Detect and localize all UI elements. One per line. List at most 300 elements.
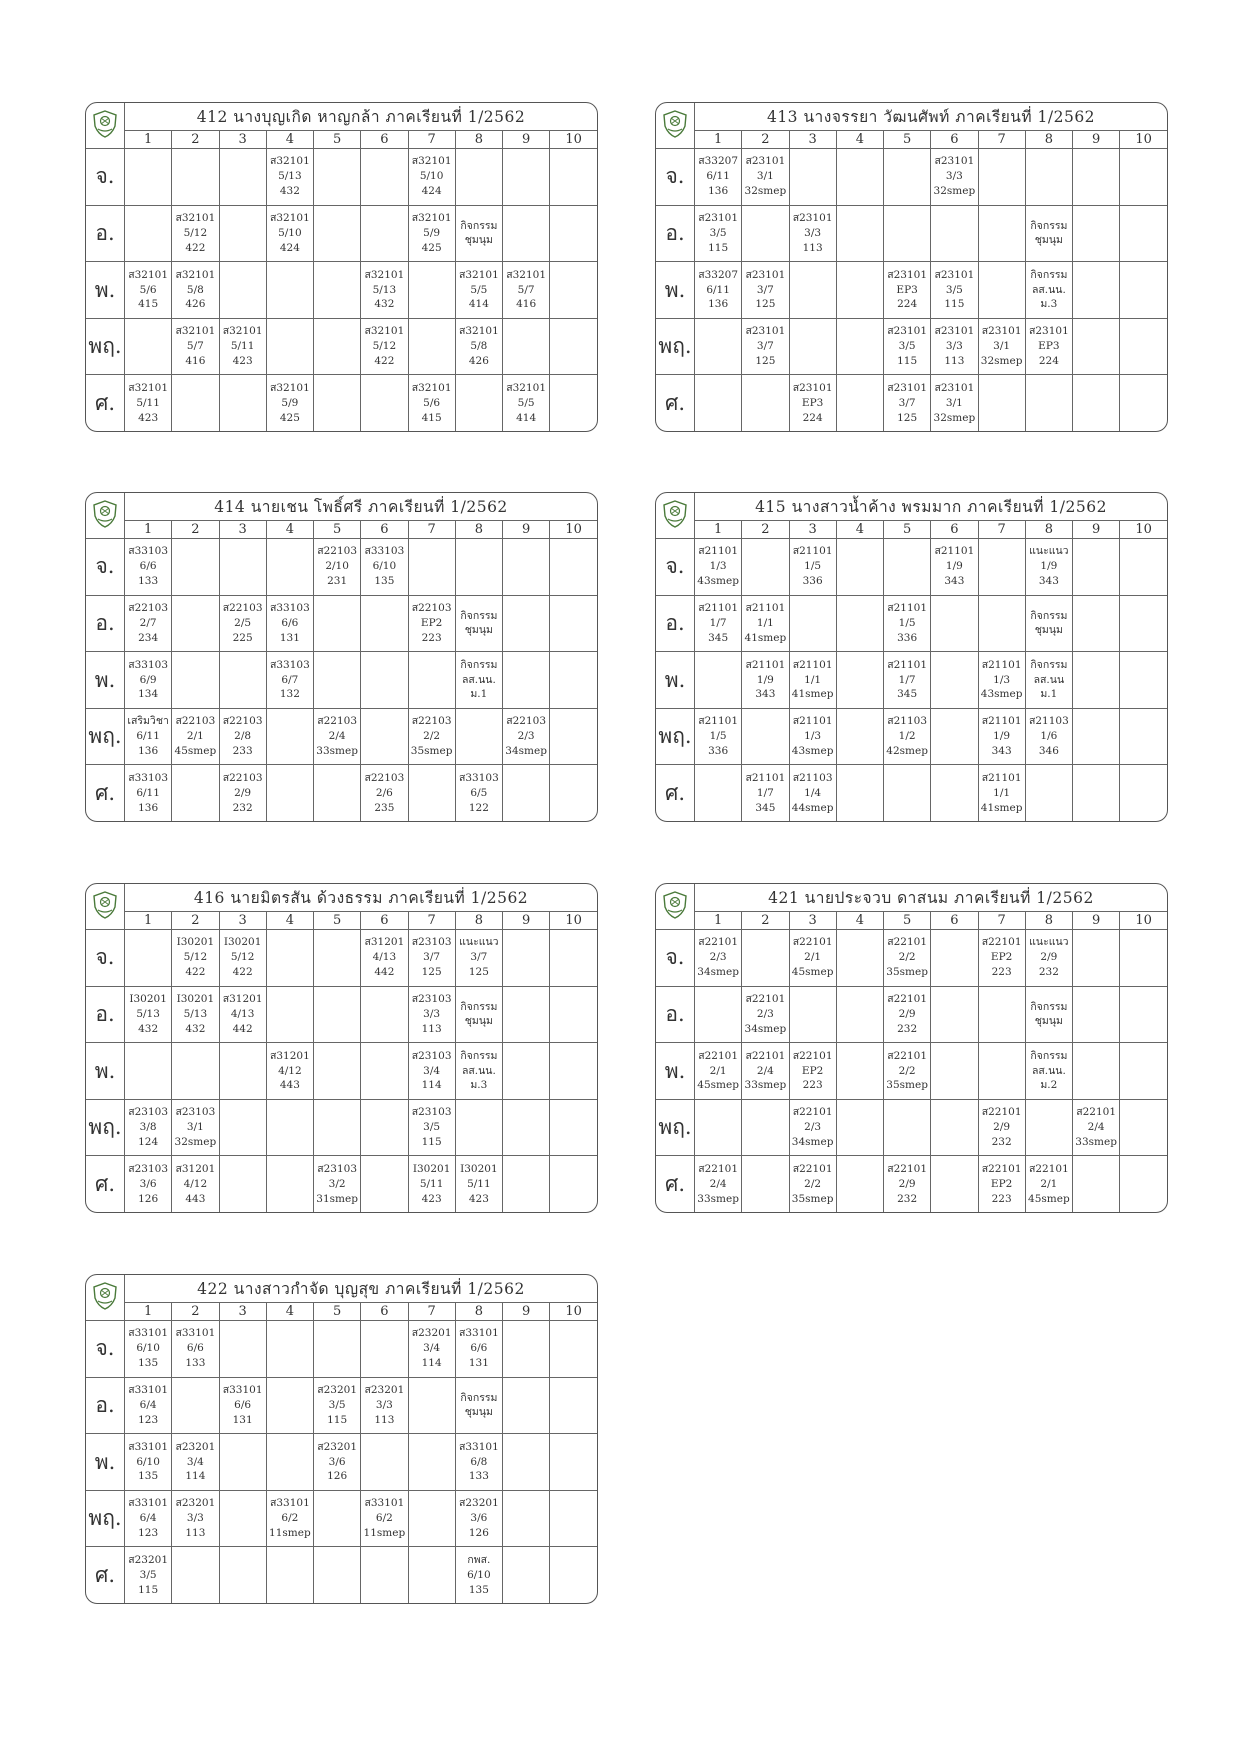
schedule-cell xyxy=(408,1099,455,1156)
cell-line: ส23101 xyxy=(934,155,975,168)
schedule-cell xyxy=(836,652,883,709)
period-number: 4 xyxy=(836,131,883,149)
cell-line: 5/12 xyxy=(372,340,397,353)
schedule-cell xyxy=(931,1156,978,1212)
cell-line: ส23101 xyxy=(745,268,786,281)
logo-cell xyxy=(86,884,125,930)
cell-line: ส21103 xyxy=(887,715,928,728)
schedule-cell xyxy=(172,1434,219,1491)
cell-line: ส23101 xyxy=(698,212,739,225)
schedule-cell xyxy=(978,1099,1025,1156)
cell-line: 11smep xyxy=(363,1527,406,1540)
period-number: 1 xyxy=(695,131,742,149)
cell-line: 3/3 xyxy=(186,1512,204,1525)
cell-line: 2/9 xyxy=(1040,951,1058,964)
day-row xyxy=(86,1434,597,1491)
schedule-cell xyxy=(1025,262,1072,319)
period-number: 9 xyxy=(503,131,550,149)
cell-line: 5/8 xyxy=(186,283,204,296)
schedule-cell xyxy=(125,539,172,596)
cell-line: ส32101 xyxy=(269,381,310,394)
schedule-cell xyxy=(503,1156,550,1212)
schedule-cell xyxy=(1025,1156,1072,1212)
cell-line: 4/12 xyxy=(278,1064,302,1077)
cell-line: ส23201 xyxy=(175,1497,216,1510)
cell-line: ส23101 xyxy=(934,381,975,394)
schedule-cell xyxy=(884,708,931,765)
cell-line: ส31201 xyxy=(175,1162,216,1175)
cell-line: I30201 xyxy=(129,993,167,1006)
cell-line: ม.1 xyxy=(1040,688,1058,701)
period-number: 2 xyxy=(742,131,789,149)
cell-line: 114 xyxy=(421,1357,442,1370)
schedule-cell xyxy=(978,765,1025,821)
schedule-cell xyxy=(172,708,219,765)
cell-line: 442 xyxy=(374,966,395,979)
schedule-cell xyxy=(361,1490,408,1547)
cell-line: กิจกรรม xyxy=(460,609,498,622)
timetable-title: 413 นางจรรยา วัฒนศัพท์ ภาคเรียนที่ 1/2562 xyxy=(695,103,1168,131)
cell-line: 133 xyxy=(468,1470,489,1483)
schedule-cell xyxy=(978,205,1025,262)
cell-line: 2/8 xyxy=(234,730,252,743)
cell-line: 232 xyxy=(991,1136,1012,1149)
cell-line: 422 xyxy=(185,966,206,979)
schedule-cell xyxy=(550,205,597,262)
cell-line: ม.2 xyxy=(1040,1079,1058,1092)
schedule-cell xyxy=(1025,765,1072,821)
day-row xyxy=(86,149,597,206)
schedule-cell xyxy=(455,595,502,652)
cell-line: 232 xyxy=(897,1022,918,1035)
schedule-cell xyxy=(125,765,172,821)
cell-line: 3/2 xyxy=(328,1177,346,1190)
schedule-cell xyxy=(125,1377,172,1434)
school-emblem-icon xyxy=(92,891,118,919)
period-number: 10 xyxy=(550,131,597,149)
schedule-cell xyxy=(219,1043,266,1100)
cell-line: 136 xyxy=(708,185,729,198)
cell-line: ส23103 xyxy=(411,1049,452,1062)
schedule-cell xyxy=(125,318,172,375)
schedule-cell xyxy=(742,149,789,206)
cell-line: ชุมนุม xyxy=(1034,1015,1063,1028)
cell-line: 2/1 xyxy=(1040,1177,1058,1190)
cell-line: 136 xyxy=(708,298,729,311)
cell-line: 122 xyxy=(468,801,489,814)
schedule-cell xyxy=(455,1547,502,1603)
cell-line: 2/10 xyxy=(325,560,349,573)
period-number: 4 xyxy=(836,521,883,539)
schedule-cell xyxy=(550,1377,597,1434)
schedule-cell xyxy=(742,318,789,375)
schedule-cell xyxy=(361,595,408,652)
schedule-cell xyxy=(125,149,172,206)
day-row xyxy=(86,930,597,987)
day-label: จ. xyxy=(86,149,125,206)
cell-line: ส21101 xyxy=(792,715,833,728)
cell-line: 3/4 xyxy=(186,1455,204,1468)
schedule-cell xyxy=(503,1099,550,1156)
cell-line: 43smep xyxy=(791,745,834,758)
period-number: 5 xyxy=(314,1303,361,1321)
schedule-cell xyxy=(361,1377,408,1434)
cell-line: 426 xyxy=(185,298,206,311)
cell-line: 415 xyxy=(421,411,442,424)
schedule-cell xyxy=(266,318,313,375)
cell-line: กิจกรรม xyxy=(1030,658,1068,671)
cell-line: ส21101 xyxy=(745,771,786,784)
cell-line: ส32101 xyxy=(411,381,452,394)
schedule-cell xyxy=(361,149,408,206)
cell-line: 423 xyxy=(421,1192,442,1205)
cell-line: ลส.นน. xyxy=(461,673,496,686)
cell-line: ส33101 xyxy=(128,1497,169,1510)
schedule-cell xyxy=(1120,652,1167,709)
cell-line: 424 xyxy=(421,185,442,198)
logo-cell xyxy=(86,1275,125,1321)
cell-line: 231 xyxy=(327,575,348,588)
day-row xyxy=(86,539,597,596)
day-label: อ. xyxy=(656,205,695,262)
schedule-cell xyxy=(789,765,836,821)
cell-line: ลส.นน. xyxy=(1031,1064,1066,1077)
cell-line: 232 xyxy=(232,801,253,814)
schedule-cell xyxy=(1073,1156,1120,1212)
day-label: พฤ. xyxy=(656,708,695,765)
cell-line: ส23101 xyxy=(887,325,928,338)
schedule-cell xyxy=(836,318,883,375)
schedule-cell xyxy=(455,765,502,821)
schedule-cell xyxy=(266,375,313,431)
schedule-cell xyxy=(455,1156,502,1212)
cell-line: ส22103 xyxy=(128,602,169,615)
day-row xyxy=(86,652,597,709)
cell-line: 5/13 xyxy=(136,1007,160,1020)
schedule-cell xyxy=(1073,149,1120,206)
cell-line: 3/5 xyxy=(139,1568,157,1581)
schedule-cell xyxy=(695,708,742,765)
cell-line: 2/4 xyxy=(328,730,346,743)
cell-line: 115 xyxy=(421,1136,442,1149)
schedule-cell xyxy=(1073,986,1120,1043)
schedule-cell xyxy=(172,930,219,987)
period-number: 7 xyxy=(408,912,455,930)
schedule-cell xyxy=(789,595,836,652)
cell-line: 223 xyxy=(802,1079,823,1092)
schedule-cell xyxy=(219,708,266,765)
period-number: 9 xyxy=(503,521,550,539)
schedule-cell xyxy=(314,149,361,206)
cell-line: ส31201 xyxy=(364,936,405,949)
schedule-cell xyxy=(884,375,931,431)
schedule-cell xyxy=(172,765,219,821)
cell-line: 41smep xyxy=(980,801,1023,814)
schedule-cell xyxy=(219,318,266,375)
day-label: จ. xyxy=(86,930,125,987)
schedule-cell xyxy=(1120,708,1167,765)
cell-line: 6/10 xyxy=(467,1568,491,1581)
cell-line: 345 xyxy=(897,688,918,701)
schedule-cell xyxy=(125,595,172,652)
cell-line: ส22103 xyxy=(317,715,358,728)
cell-line: กิจกรรม xyxy=(460,658,498,671)
schedule-cell xyxy=(1025,318,1072,375)
logo-cell xyxy=(86,103,125,149)
schedule-cell xyxy=(1073,595,1120,652)
cell-line: ส22101 xyxy=(792,1162,833,1175)
schedule-cell xyxy=(695,149,742,206)
period-number: 9 xyxy=(503,1303,550,1321)
cell-line: กิจกรรม xyxy=(1030,609,1068,622)
schedule-cell xyxy=(172,595,219,652)
cell-line: 4/13 xyxy=(230,1007,255,1020)
cell-line: 224 xyxy=(897,298,918,311)
cell-line: 2/1 xyxy=(804,951,822,964)
cell-line: 3/4 xyxy=(423,1342,441,1355)
schedule-cell xyxy=(266,1321,313,1378)
cell-line: 2/3 xyxy=(756,1007,774,1020)
schedule-cell xyxy=(361,1321,408,1378)
cell-line: 5/13 xyxy=(278,170,302,183)
schedule-cell xyxy=(978,930,1025,987)
schedule-cell xyxy=(503,1547,550,1603)
cell-line: 33smep xyxy=(316,745,358,758)
cell-line: 443 xyxy=(185,1192,206,1205)
cell-line: 114 xyxy=(421,1079,442,1092)
day-row xyxy=(656,930,1167,987)
schedule-cell xyxy=(219,986,266,1043)
cell-line: I30201 xyxy=(223,936,262,949)
cell-line: 136 xyxy=(138,745,159,758)
cell-line: 135 xyxy=(374,575,395,588)
schedule-cell xyxy=(1025,149,1072,206)
schedule-cell xyxy=(266,1099,313,1156)
cell-line: ส22103 xyxy=(175,715,216,728)
cell-line: 5/13 xyxy=(372,283,397,296)
schedule-cell xyxy=(219,595,266,652)
cell-line: ส31201 xyxy=(222,993,263,1006)
cell-line: 6/11 xyxy=(136,786,160,799)
day-row xyxy=(656,1043,1167,1100)
schedule-cell xyxy=(931,262,978,319)
cell-line: ส33101 xyxy=(222,1384,263,1397)
cell-line: 3/5 xyxy=(709,226,727,239)
schedule-cell xyxy=(361,1099,408,1156)
cell-line: 1/9 xyxy=(993,730,1011,743)
cell-line: ส21101 xyxy=(887,658,928,671)
schedule-cell xyxy=(1073,375,1120,431)
schedule-cell xyxy=(125,1434,172,1491)
period-number: 6 xyxy=(931,131,978,149)
period-number: 8 xyxy=(455,1303,502,1321)
cell-line: 3/3 xyxy=(804,226,822,239)
schedule-cell xyxy=(219,1547,266,1603)
schedule-cell xyxy=(978,375,1025,431)
schedule-cell xyxy=(550,149,597,206)
schedule-cell xyxy=(219,1377,266,1434)
cell-line: ส23201 xyxy=(317,1384,358,1397)
schedule-cell xyxy=(695,205,742,262)
period-number: 7 xyxy=(408,131,455,149)
cell-line: ส23101 xyxy=(792,381,833,394)
schedule-cell xyxy=(931,986,978,1043)
cell-line: 124 xyxy=(138,1136,159,1149)
cell-line: 5/13 xyxy=(183,1007,208,1020)
schedule-cell xyxy=(266,652,313,709)
cell-line: 113 xyxy=(374,1413,395,1426)
schedule-cell xyxy=(742,539,789,596)
cell-line: 1/7 xyxy=(756,786,774,799)
day-label: จ. xyxy=(656,930,695,987)
schedule-cell xyxy=(455,262,502,319)
cell-line: 43smep xyxy=(980,688,1023,701)
schedule-cell xyxy=(978,1043,1025,1100)
schedule-cell xyxy=(408,930,455,987)
cell-line: 1/3 xyxy=(709,560,727,573)
day-label: พ. xyxy=(86,652,125,709)
period-number: 5 xyxy=(884,521,931,539)
cell-line: 125 xyxy=(755,298,776,311)
cell-line: EP3 xyxy=(896,283,918,296)
schedule-cell xyxy=(314,1321,361,1378)
cell-line: 1/1 xyxy=(804,673,822,686)
schedule-cell xyxy=(219,1490,266,1547)
cell-line: ส22101 xyxy=(887,1162,928,1175)
schedule-cell xyxy=(172,1099,219,1156)
cell-line: กิจกรรม xyxy=(1030,268,1068,281)
cell-line: 3/6 xyxy=(470,1512,488,1525)
schedule-cell xyxy=(455,539,502,596)
timetable-grid xyxy=(656,103,1167,431)
cell-line: 126 xyxy=(468,1527,489,1540)
cell-line: ชุมนุม xyxy=(464,1015,493,1028)
cell-line: 3/7 xyxy=(423,951,441,964)
schedule-cell xyxy=(455,205,502,262)
schedule-cell xyxy=(172,652,219,709)
schedule-cell xyxy=(1120,539,1167,596)
cell-line: ส22103 xyxy=(222,602,263,615)
period-number: 1 xyxy=(125,521,172,539)
cell-line: ส32101 xyxy=(175,268,216,281)
schedule-cell xyxy=(172,205,219,262)
cell-line: ส23201 xyxy=(411,1327,452,1340)
period-number: 2 xyxy=(742,521,789,539)
cell-line: 32smep xyxy=(980,355,1023,368)
cell-line: 343 xyxy=(1038,575,1059,588)
schedule-cell xyxy=(314,1547,361,1603)
cell-line: กิจกรรม xyxy=(1030,1049,1068,1062)
schedule-cell xyxy=(266,149,313,206)
cell-line: ส33101 xyxy=(128,1384,169,1397)
schedule-cell xyxy=(742,1099,789,1156)
cell-line: ส33103 xyxy=(364,545,405,558)
cell-line: 5/11 xyxy=(467,1177,491,1190)
cell-line: 2/3 xyxy=(517,730,535,743)
schedule-cell xyxy=(408,1547,455,1603)
schedule-cell xyxy=(455,318,502,375)
schedule-cell xyxy=(314,595,361,652)
schedule-cell xyxy=(1025,539,1072,596)
schedule-cell xyxy=(742,986,789,1043)
schedule-cell xyxy=(172,1490,219,1547)
cell-line: 3/5 xyxy=(328,1398,346,1411)
schedule-cell xyxy=(361,1434,408,1491)
schedule-cell xyxy=(978,1156,1025,1212)
cell-line: ส22103 xyxy=(506,715,547,728)
cell-line: ส32101 xyxy=(128,381,169,394)
cell-line: ส22101 xyxy=(887,1049,928,1062)
schedule-cell xyxy=(978,708,1025,765)
schedule-cell xyxy=(836,986,883,1043)
cell-line: 115 xyxy=(138,1583,159,1596)
schedule-cell xyxy=(408,1043,455,1100)
schedule-cell xyxy=(1120,930,1167,987)
cell-line: 3/1 xyxy=(945,396,963,409)
period-number: 4 xyxy=(266,912,313,930)
schedule-cell xyxy=(408,595,455,652)
cell-line: 33smep xyxy=(744,1079,787,1092)
schedule-cell xyxy=(1025,375,1072,431)
schedule-cell xyxy=(503,1490,550,1547)
day-label: จ. xyxy=(86,539,125,596)
schedule-cell xyxy=(884,262,931,319)
period-number: 7 xyxy=(408,521,455,539)
cell-line: 2/7 xyxy=(139,616,157,629)
cell-line: 3/1 xyxy=(756,170,774,183)
schedule-cell xyxy=(550,375,597,431)
schedule-cell xyxy=(314,986,361,1043)
schedule-cell xyxy=(884,986,931,1043)
cell-line: กิจกรรม xyxy=(460,1049,498,1062)
schedule-cell xyxy=(125,1490,172,1547)
cell-line: ส23101 xyxy=(1028,325,1069,338)
schedule-cell xyxy=(1120,1043,1167,1100)
day-row xyxy=(86,318,597,375)
cell-line: กิจกรรม xyxy=(460,1000,498,1013)
cell-line: 32smep xyxy=(933,411,976,424)
schedule-cell xyxy=(125,1321,172,1378)
schedule-cell xyxy=(361,375,408,431)
cell-line: ส21101 xyxy=(887,602,928,615)
timetable-grid xyxy=(86,493,597,821)
cell-line: 422 xyxy=(374,355,395,368)
period-number: 3 xyxy=(789,131,836,149)
day-row xyxy=(86,375,597,431)
schedule-cell xyxy=(314,539,361,596)
cell-line: ส22103 xyxy=(411,715,452,728)
cell-line: 5/12 xyxy=(183,226,208,239)
cell-line: 6/10 xyxy=(136,1455,160,1468)
cell-line: 113 xyxy=(944,355,965,368)
cell-line: ชุมนุม xyxy=(1034,234,1063,247)
schedule-cell xyxy=(742,1043,789,1100)
day-label: พ. xyxy=(86,1434,125,1491)
cell-line: 3/7 xyxy=(470,951,488,964)
period-number: 1 xyxy=(125,912,172,930)
schedule-cell xyxy=(1025,1099,1072,1156)
schedule-cell xyxy=(266,1156,313,1212)
day-row xyxy=(656,149,1167,206)
cell-line: 6/4 xyxy=(139,1512,157,1525)
schedule-cell xyxy=(361,1043,408,1100)
cell-line: 2/4 xyxy=(1087,1121,1105,1134)
schedule-cell xyxy=(884,652,931,709)
cell-line: ส21101 xyxy=(698,545,739,558)
period-number: 9 xyxy=(1073,521,1120,539)
schedule-cell xyxy=(789,652,836,709)
cell-line: 115 xyxy=(327,1413,348,1426)
